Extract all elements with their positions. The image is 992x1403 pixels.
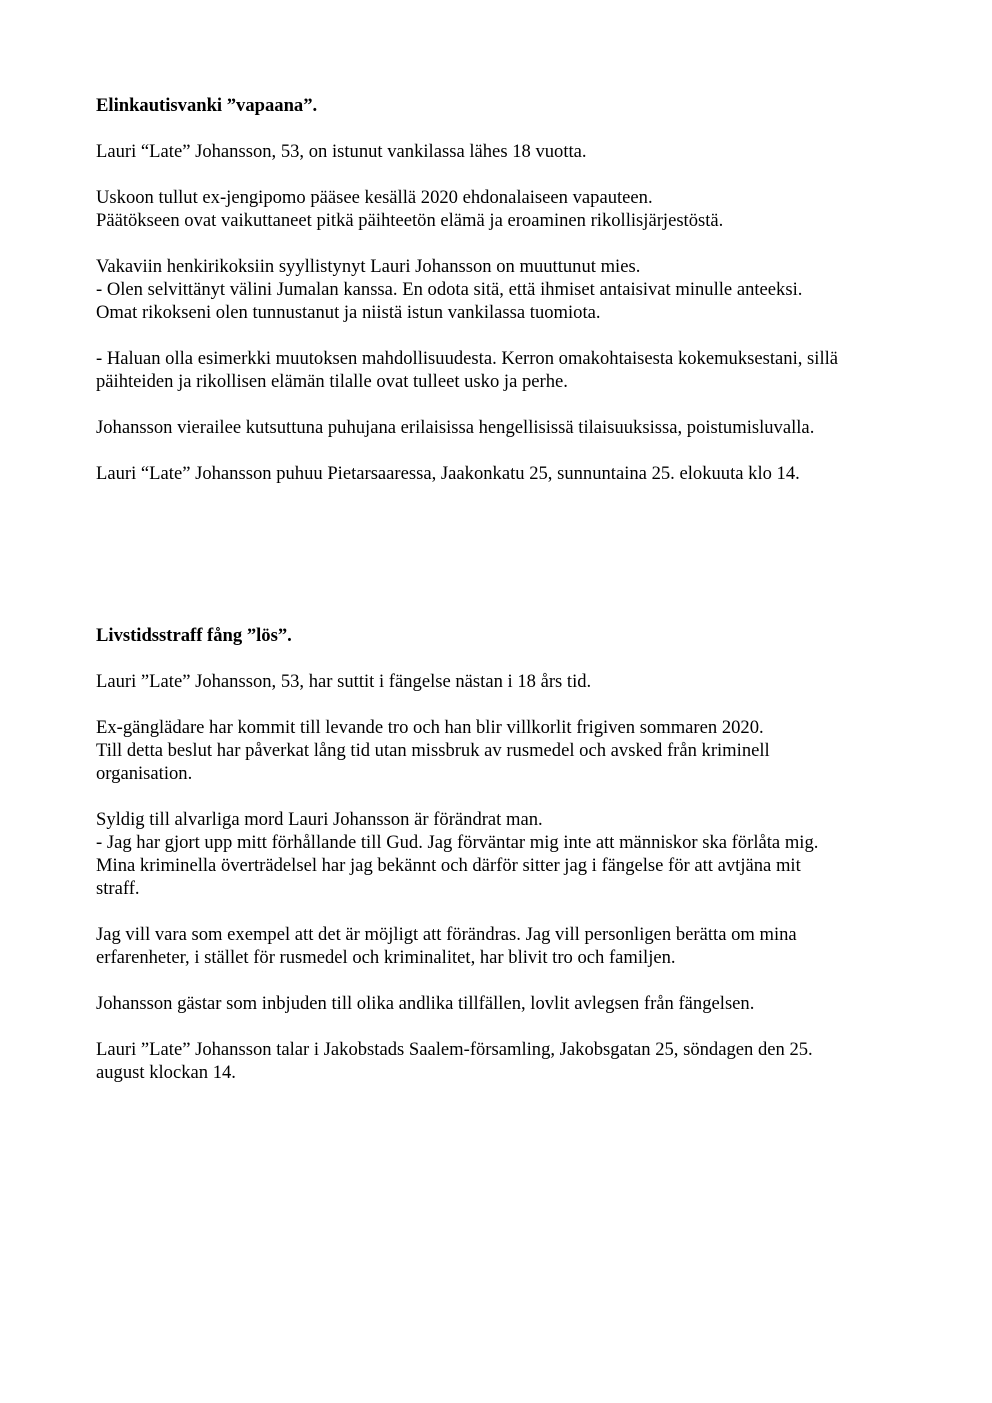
paragraph	[96, 992, 906, 1015]
article-heading: Livstidsstraff fång ”lös”.	[96, 625, 292, 646]
paragraph	[96, 808, 906, 900]
paragraph	[96, 416, 906, 439]
article-swedish	[96, 624, 906, 1107]
text-line: Uskoon tullut ex-jengipomo pääsee kesällä 2020 ehdonalaiseen vapauteen.	[96, 187, 653, 208]
paragraph	[96, 716, 906, 785]
paragraph	[96, 670, 906, 693]
text-line: straff.	[96, 878, 140, 899]
text-line: Lauri “Late” Johansson, 53, on istunut vankilassa lähes 18 vuotta.	[96, 141, 587, 162]
text-line: päihteiden ja rikollisen elämän tilalle ovat tulleet usko ja perhe.	[96, 371, 568, 392]
paragraph	[96, 462, 906, 485]
text-line: Päätökseen ovat vaikuttaneet pitkä päihteetön elämä ja eroaminen rikollisjärjestöstä.	[96, 210, 724, 231]
text-line: Syldig till alvarliga mord Lauri Johansson är förändrat man.	[96, 809, 543, 830]
text-line: Omat rikokseni olen tunnustanut ja niistä istun vankilassa tuomiota.	[96, 302, 601, 323]
text-line: erfarenheter, i stället för rusmedel och kriminalitet, har blivit tro och familjen.	[96, 947, 676, 968]
text-line: organisation.	[96, 763, 193, 784]
text-line: - Jag har gjort upp mitt förhållande till Gud. Jag förväntar mig inte att människor ska förlåta mig.	[96, 832, 819, 853]
text-line: Johansson gästar som inbjuden till olika andlika tillfällen, lovlit avlegsen från fängelsen.	[96, 993, 755, 1014]
text-line: Lauri ”Late” Johansson, 53, har suttit i fängelse nästan i 18 års tid.	[96, 671, 592, 692]
text-line: Lauri ”Late” Johansson talar i Jakobstads Saalem-församling, Jakobsgatan 25, söndagen den 25.	[96, 1039, 813, 1060]
text-line: Jag vill vara som exempel att det är möjligt att förändras. Jag vill personligen berätta om mina	[96, 924, 797, 945]
paragraph	[96, 140, 906, 163]
text-line: Lauri “Late” Johansson puhuu Pietarsaaressa, Jaakonkatu 25, sunnuntaina 25. elokuuta klo 14.	[96, 463, 800, 484]
paragraph	[96, 923, 906, 969]
paragraph	[96, 186, 906, 232]
text-line: Till detta beslut har påverkat lång tid utan missbruk av rusmedel och avsked från kriminell	[96, 740, 770, 761]
paragraph	[96, 347, 906, 393]
text-line: Vakaviin henkirikoksiin syyllistynyt Lauri Johansson on muuttunut mies.	[96, 256, 641, 277]
article-finnish	[96, 94, 906, 508]
text-line: - Haluan olla esimerkki muutoksen mahdollisuudesta. Kerron omakohtaisesta kokemuksestani, sillä	[96, 348, 839, 369]
paragraph	[96, 255, 906, 324]
text-line: Ex-gänglädare har kommit till levande tro och han blir villkorlit frigiven sommaren 2020.	[96, 717, 764, 738]
paragraph	[96, 1038, 906, 1084]
text-line: - Olen selvittänyt välini Jumalan kanssa. En odota sitä, että ihmiset antaisivat minulle anteeksi.	[96, 279, 803, 300]
text-line: Mina kriminella överträdelsel har jag bekännt och därför sitter jag i fängelse för att avtjäna mit	[96, 855, 801, 876]
text-line: Johansson vierailee kutsuttuna puhujana erilaisissa hengellisissä tilaisuuksissa, poistumisluvalla.	[96, 417, 815, 438]
text-line: august klockan 14.	[96, 1062, 236, 1083]
article-heading: Elinkautisvanki ”vapaana”.	[96, 95, 318, 116]
